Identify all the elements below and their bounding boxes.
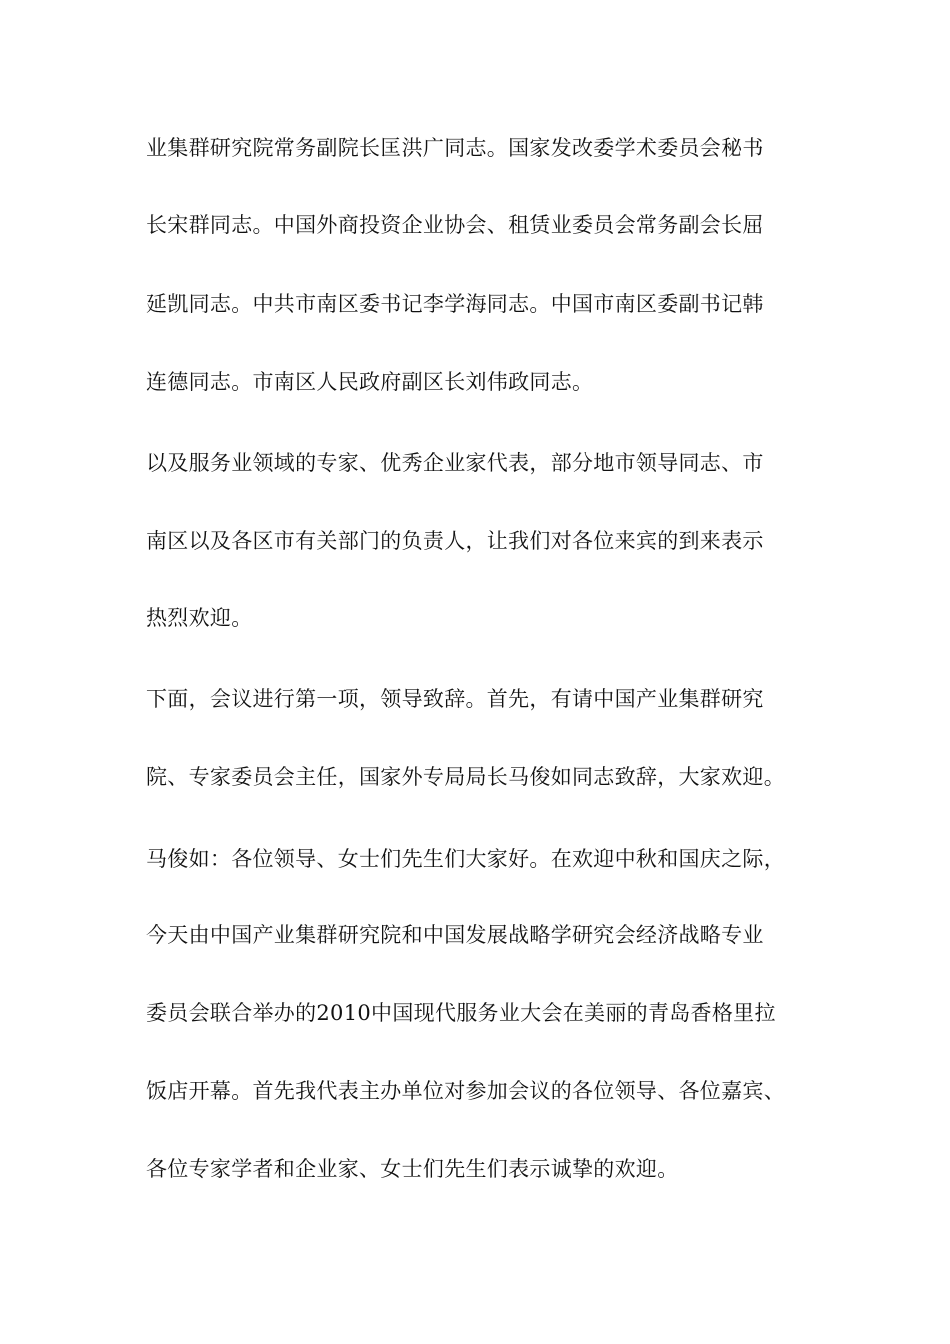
- text-line-7: 热烈欢迎。: [146, 606, 253, 630]
- text-line-14: 各位专家学者和企业家、女士们先生们表示诚挚的欢迎。: [146, 1157, 679, 1181]
- text-line-12: 委员会联合举办的2010中国现代服务业大会在美丽的青岛香格里拉: [146, 1001, 776, 1025]
- text-line-3: 延凯同志。中共市南区委书记李学海同志。中国市南区委副书记韩: [146, 292, 764, 316]
- text-line-4: 连德同志。市南区人民政府副区长刘伟政同志。: [146, 370, 594, 394]
- text-line-9: 院、专家委员会主任，国家外专局局长马俊如同志致辞，大家欢迎。: [146, 765, 785, 789]
- text-line-2: 长宋群同志。中国外商投资企业协会、租赁业委员会常务副会长屈: [146, 213, 764, 237]
- text-line-1: 业集群研究院常务副院长匡洪广同志。国家发改委学术委员会秘书: [146, 136, 764, 160]
- text-line-5: 以及服务业领域的专家、优秀企业家代表，部分地市领导同志、市: [146, 451, 764, 475]
- text-line-6: 南区以及各区市有关部门的负责人，让我们对各位来宾的到来表示: [146, 529, 764, 553]
- text-line-10: 马俊如：各位领导、女士们先生们大家好。在欢迎中秋和国庆之际，: [146, 847, 785, 871]
- text-line-13: 饭店开幕。首先我代表主办单位对参加会议的各位领导、各位嘉宾、: [146, 1079, 785, 1103]
- text-line-8: 下面，会议进行第一项，领导致辞。首先，有请中国产业集群研究: [146, 687, 764, 711]
- text-line-11: 今天由中国产业集群研究院和中国发展战略学研究会经济战略专业: [146, 923, 764, 947]
